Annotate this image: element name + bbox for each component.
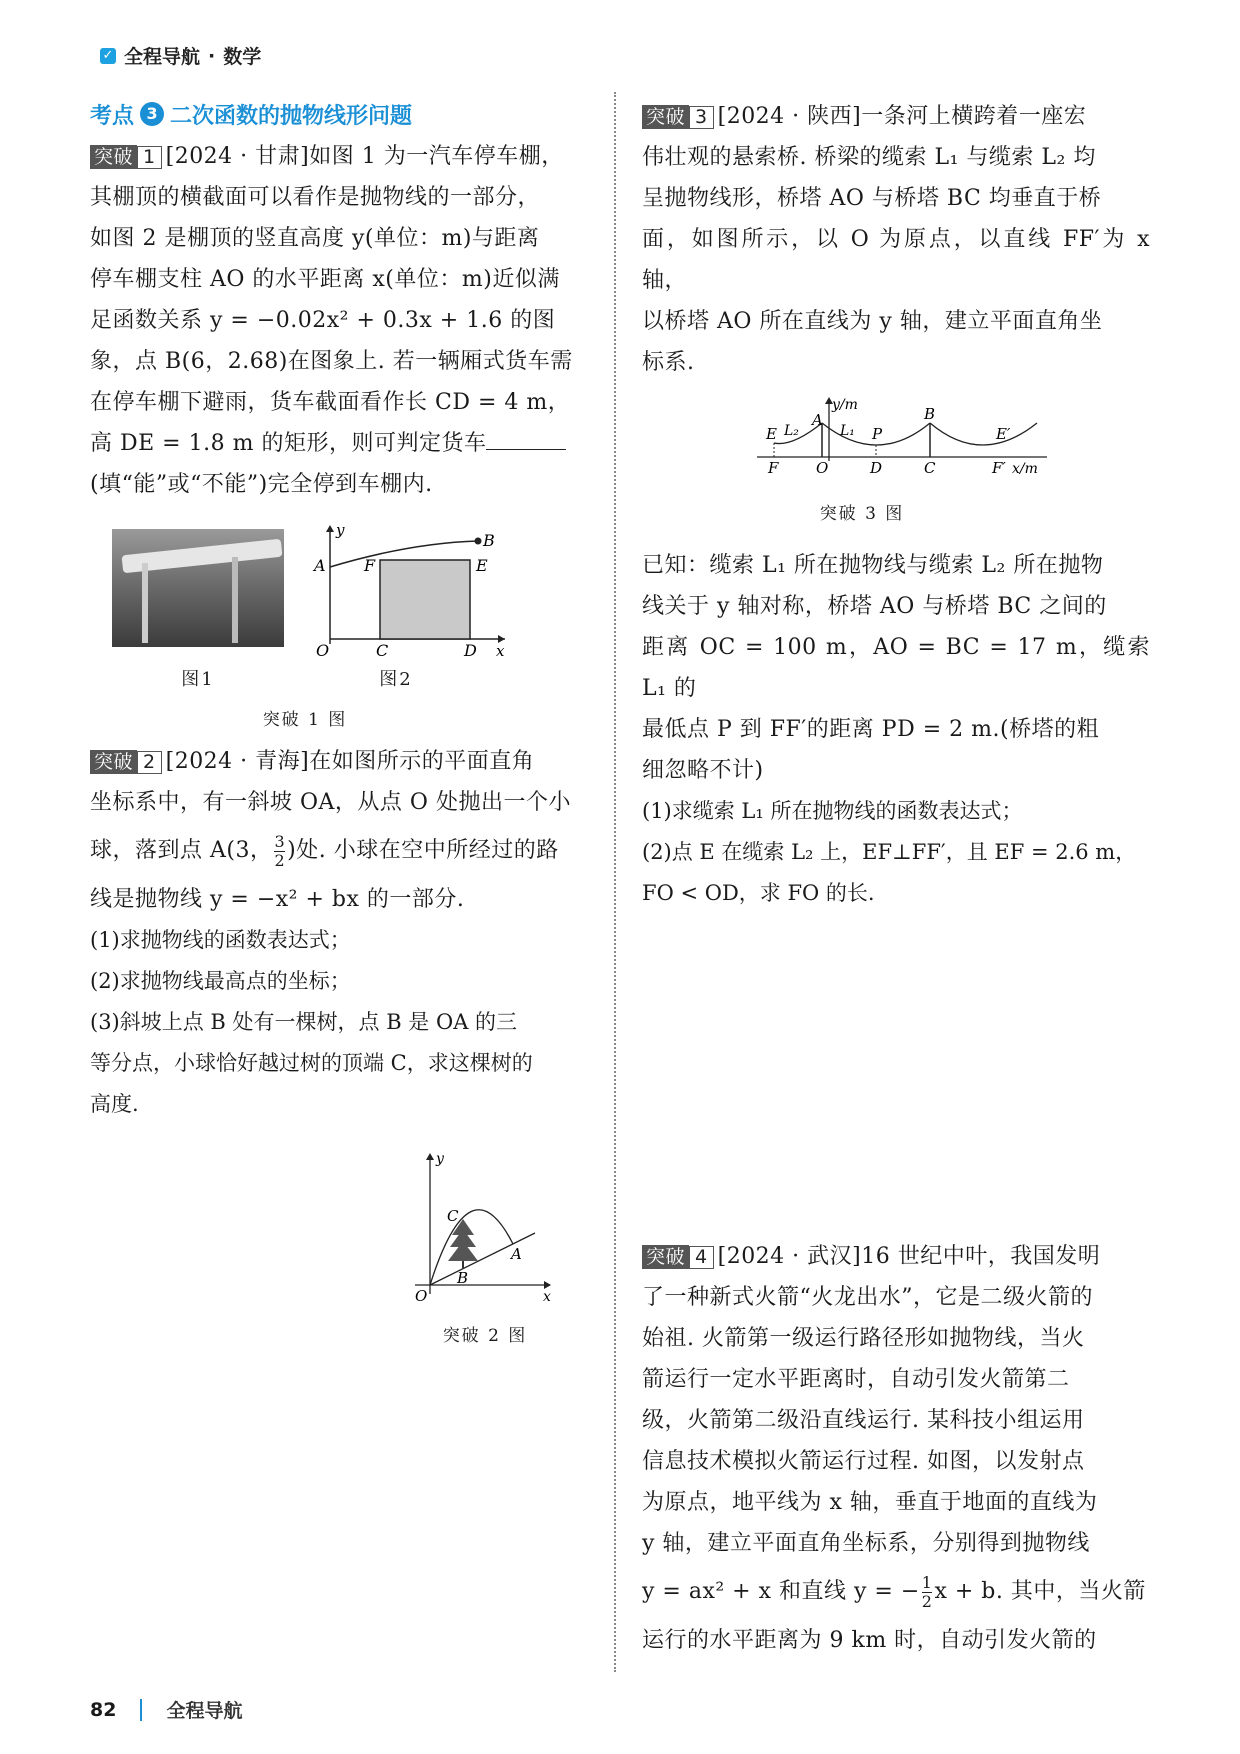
right-column [642, 96, 1150, 1653]
problem-4-line: 运行的水平距离为 9 km 时，自动引发火箭的 [642, 1628, 1097, 1653]
problem-4 [642, 1236, 1150, 1661]
fig-label-O: O [415, 1287, 428, 1305]
problem-3-figure [642, 395, 1150, 545]
header-subject: 数学 [223, 46, 262, 68]
problem-2 [90, 741, 595, 1349]
problem-4-line: y = ax² + x 和直线 y = − $\frac{1}{2}$ x + b. 其中，当火箭 [642, 1572, 1146, 1611]
problem-3-q2: FO < OD，求 FO 的长. [642, 881, 875, 905]
fig3-label-C: C [924, 459, 936, 477]
problem-2-figure-caption: 突破 2 图 [442, 1326, 528, 1346]
fig-projectile [405, 1149, 555, 1309]
running-header [100, 42, 261, 69]
problem-1-line: 在停车棚下避雨，货车截面看作长 CD = 4 m， [90, 390, 571, 415]
problem-1-line: 如图 2 是棚顶的竖直高度 y(单位：m)与距离 [90, 226, 540, 251]
fig-label-y: y [436, 1151, 444, 1167]
problem-3-line: 伟壮观的悬索桥. 桥梁的缆索 L₁ 与缆索 L₂ 均 [642, 145, 1096, 170]
fig2-label-D: D [464, 641, 477, 659]
fig2-diagram [300, 519, 510, 659]
fig3-label-B: B [924, 405, 936, 423]
problem-3-line: 突破 3 [2024 · 陕西]一条河上横跨着一座宏 [642, 96, 1150, 137]
problem-3-known: 最低点 P 到 FF′的距离 PD = 2 m.(桥塔的粗 [642, 717, 1100, 742]
column-divider [614, 92, 616, 1672]
page-footer [90, 1696, 242, 1723]
fig-bridge [752, 395, 1052, 485]
fig3-label-Ep: E′ [996, 425, 1011, 443]
fig3-label-E: E [766, 425, 777, 443]
section-prefix: 考点 [90, 103, 135, 129]
fig3-label-D: D [870, 459, 883, 477]
fig1-caption: 图1 [181, 669, 215, 690]
problem-4-line: 突破 4 [2024 · 武汉]16 世纪中叶，我国发明 [642, 1236, 1150, 1277]
fig3-label-O: O [816, 459, 829, 477]
page-number: 82 [90, 1698, 117, 1721]
fig2-label-O: O [316, 641, 330, 659]
answer-blank[interactable] [486, 431, 566, 450]
checkbox-icon: ✓ [100, 48, 116, 64]
left-column [90, 96, 595, 1349]
problem-2-tag: 突破 2 [90, 750, 162, 774]
problem-1-line: (填“能”或“不能”)完全停到车棚内. [90, 472, 433, 497]
fig3-label-A: A [812, 411, 823, 429]
problem-2-line: 突破 2 [2024 · 青海]在如图所示的平面直角 [90, 741, 595, 782]
problem-1-line: 突破 1 [2024 · 甘肃]如图 1 为一汽车停车棚， [90, 136, 595, 177]
problem-3-line: 标系. [642, 350, 695, 375]
problem-1-line: 象，点 B(6，2.68)在图象上. 若一辆厢式货车需 [90, 349, 573, 374]
fig3-label-L1: L₁ [840, 423, 855, 439]
fig2-label-B: B [483, 531, 495, 550]
problem-2-q3: 等分点，小球恰好越过树的顶端 C，求这棵树的 [90, 1051, 533, 1075]
fig-label-x: x [543, 1289, 551, 1305]
problem-3-figure-caption: 突破 3 图 [819, 504, 905, 524]
fig2-label-E: E [476, 556, 488, 575]
problem-2-line: 线是抛物线 y = −x² + bx 的一部分. [90, 887, 465, 912]
fig2-label-A: A [314, 556, 326, 575]
problem-4-line: 了一种新式火箭“火龙出水”，它是二级火箭的 [642, 1285, 1093, 1310]
footer-divider [140, 1699, 142, 1721]
fraction: $\frac{3}{2}$ [274, 831, 286, 870]
problem-2-line: 球，落到点 A(3， $\frac{3}{2}$ )处. 小球在空中所经过的路 [90, 831, 559, 870]
problem-3-line: 面，如图所示，以 O 为原点，以直线 FF′为 x 轴， [642, 227, 1150, 293]
problem-3-line: 以桥塔 AO 所在直线为 y 轴，建立平面直角坐 [642, 309, 1103, 334]
problem-2-q3: (3)斜坡上点 B 处有一棵树，点 B 是 OA 的三 [90, 1010, 518, 1034]
section-title-text: 二次函数的抛物线形问题 [170, 103, 413, 129]
problem-3-tag: 突破 3 [642, 105, 714, 129]
fig2-caption: 图2 [379, 669, 413, 690]
problem-4-line: 级，火箭第二级沿直线运行. 某科技小组运用 [642, 1408, 1085, 1433]
header-dot: · [208, 44, 216, 67]
problem-2-q1: (1)求抛物线的函数表达式； [90, 928, 351, 952]
fig2-label-C: C [376, 641, 389, 659]
problem-1-line: 高 DE = 1.8 m 的矩形，则可判定货车 [90, 423, 595, 464]
fraction: $\frac{1}{2}$ [921, 1572, 933, 1611]
problem-1 [90, 136, 595, 730]
fig3-label-L2: L₂ [784, 423, 799, 439]
problem-4-tag: 突破 4 [642, 1245, 714, 1269]
problem-3-q2: (2)点 E 在缆索 L₂ 上，EF⊥FF′，且 EF = 2.6 m， [642, 840, 1137, 864]
problem-1-line: 停车棚支柱 AO 的水平距离 x(单位：m)近似满 [90, 267, 560, 292]
problem-4-line: 信息技术模拟火箭运行过程. 如图，以发射点 [642, 1449, 1085, 1474]
fig-label-A: A [511, 1245, 522, 1263]
problem-3-known: 距离 OC = 100 m，AO = BC = 17 m，缆索 L₁ 的 [642, 635, 1150, 701]
problem-1-line: 足函数关系 y = −0.02x² + 0.3x + 1.6 的图 [90, 308, 556, 333]
problem-3-known: 细忽略不计) [642, 758, 764, 783]
problem-2-line: 坐标系中，有一斜坡 OA，从点 O 处抛出一个小 [90, 790, 571, 815]
fig3-label-xm: x/m [1012, 461, 1038, 477]
section-title [90, 96, 595, 132]
fig-label-C: C [447, 1207, 459, 1225]
problem-3 [642, 96, 1150, 914]
problem-3-q1: (1)求缆索 L₁ 所在抛物线的函数表达式； [642, 799, 1023, 823]
problem-4-line: y 轴，建立平面直角坐标系，分别得到抛物线 [642, 1531, 1090, 1556]
fig2-label-y: y [336, 521, 345, 539]
fig3-label-Fp: F′ [992, 459, 1006, 477]
problem-3-known: 已知：缆索 L₁ 所在抛物线与缆索 L₂ 所在抛物 [642, 553, 1104, 578]
header-brand: 全程导航 [124, 46, 201, 68]
fig2-label-F: F [364, 556, 376, 575]
carport-photo [112, 529, 284, 647]
problem-3-known: 线关于 y 轴对称，桥塔 AO 与桥塔 BC 之间的 [642, 594, 1107, 619]
problem-4-line: 始祖. 火箭第一级运行路径形如抛物线，当火 [642, 1326, 1085, 1351]
fig3-label-ym: y/m [832, 397, 858, 413]
problem-2-q2: (2)求抛物线最高点的坐标； [90, 969, 351, 993]
problem-4-line: 箭运行一定水平距离时，自动引发火箭第二 [642, 1367, 1070, 1392]
problem-1-line: 其棚顶的横截面可以看作是抛物线的一部分， [90, 185, 541, 210]
fig-label-B: B [457, 1269, 469, 1287]
problem-4-line: 为原点，地平线为 x 轴，垂直于地面的直线为 [642, 1490, 1098, 1515]
problem-1-figures [90, 519, 595, 730]
footer-title: 全程导航 [166, 1700, 243, 1722]
problem-1-figure-caption: 突破 1 图 [262, 710, 348, 730]
problem-1-tag: 突破 1 [90, 145, 162, 169]
fig3-label-P: P [872, 425, 883, 443]
problem-2-q3: 高度. [90, 1092, 139, 1116]
fig2-label-x: x [496, 642, 505, 659]
problem-3-line: 呈抛物线形，桥塔 AO 与桥塔 BC 均垂直于桥 [642, 186, 1102, 211]
fig3-label-F: F [768, 459, 779, 477]
section-number: 3 [140, 102, 164, 126]
problem-2-figure [90, 1149, 595, 1349]
